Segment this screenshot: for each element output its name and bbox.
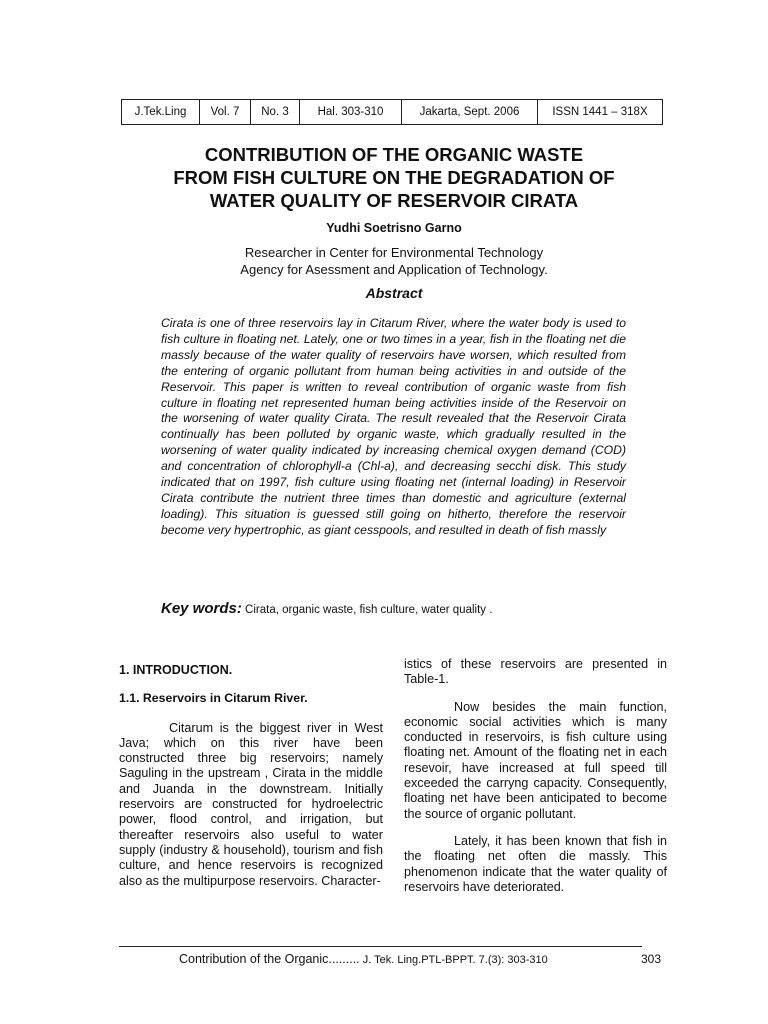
subsection-heading: 1.1. Reservoirs in Citarum River. [119,691,308,706]
title-line: FROM FISH CULTURE ON THE DEGRADATION OF [173,167,615,188]
title-line: CONTRIBUTION OF THE ORGANIC WASTE [204,144,584,165]
header-number: No. 3 [250,100,299,124]
body-paragraph: Lately, it has been known that fish in the floating net often die massly. This phenomenon indicate that the water quality of reservoirs have deteriorated. [404,833,667,894]
header-volume: Vol. 7 [199,100,250,124]
header-pages: Hal. 303-310 [299,100,401,124]
keywords-label: Key words: [161,600,242,617]
abstract-text: Cirata is one of three reservoirs lay in Citarum River, where the water body is used to fish culture in floating net. Lately, one or two times in a year, fish in the floating net die massly because of the water quality of reservoirs have worsen, which resulted from the entering of organic pollutant from human being activities in and outside of the Reservoir. This paper is written to reveal contribution of organic waste from fish culture in floating net represented human being activities inside of the Reservoir on the worsening of water quality Cirata. The result revealed that the Reservoir Cirata continually has been polluted by organic waste, which gradually resulted in the worsening of water quality indicated by increasing chemical oxygen demand (COD) and concentration of chlorophyll-a (Chl-a), and decreasing secchi disk. This study indicated that on 1997, fish culture using floating net (internal loading) in Reservoir Cirata contribute the nutrient three times than domestic and agriculture (external loading). This situation is guessed still going on hitherto, therefore the reservoir become very hypertrophic, as giant cesspools, and resulted in death of fish massly [161,316,626,537]
keywords [161,600,492,617]
paper-title [100,143,688,212]
journal-header-table [121,99,663,125]
header-issn: ISSN 1441 – 318X [537,100,662,124]
footer-journal-citation: J. Tek. Ling.PTL-BPPT. 7.(3): 303-310 [359,954,548,966]
body-paragraph: Citarum is the biggest river in West Java; which on this river have been constructed three big reservoirs; namely Saguling in the upstream , Cirata in the middle and Juanda in the downstream. Initially reservoirs are constructed for hydroelectric power, flood control, and irrigation, but thereafter reservoirs also useful to water supply (industry & household), tourism and fish culture, and hence reservoirs is recognized also as the multipurpose reservoirs. Character- [119,720,383,888]
author-name: Yudhi Soetrisno Garno [326,221,462,235]
right-column [404,657,667,895]
left-column [119,663,383,889]
footer-citation [179,952,548,966]
keywords-text: Cirata, organic waste, fish culture, water quality . [241,604,493,616]
body-paragraph: Now besides the main function, economic social activities which is many conducted in reservoirs, is fish culture using floating net. Amount of the floating net in each resevoir, have increased at full speed till exceeded the carryng capacity. Consequently, floating net have been anticipated to become the source of organic pollutant. [404,699,667,821]
footer-rule [119,946,642,947]
header-journal: J.Tek.Ling [134,106,187,118]
affiliation [100,245,688,278]
title-line: WATER QUALITY OF RESERVOIR CIRATA [209,190,579,211]
footer-running-title: Contribution of the Organic......... [179,952,360,966]
header-place-date: Jakarta, Sept. 2006 [401,100,537,124]
section-heading: 1. INTRODUCTION. [119,663,233,677]
affiliation-line: Agency for Asessment and Application of Technology. [240,261,548,277]
affiliation-line: Researcher in Center for Environmental Technology [244,245,544,260]
body-paragraph: istics of these reservoirs are presented in Table-1. [404,657,667,687]
page-number: 303 [641,952,662,966]
abstract-heading: Abstract [365,285,423,301]
